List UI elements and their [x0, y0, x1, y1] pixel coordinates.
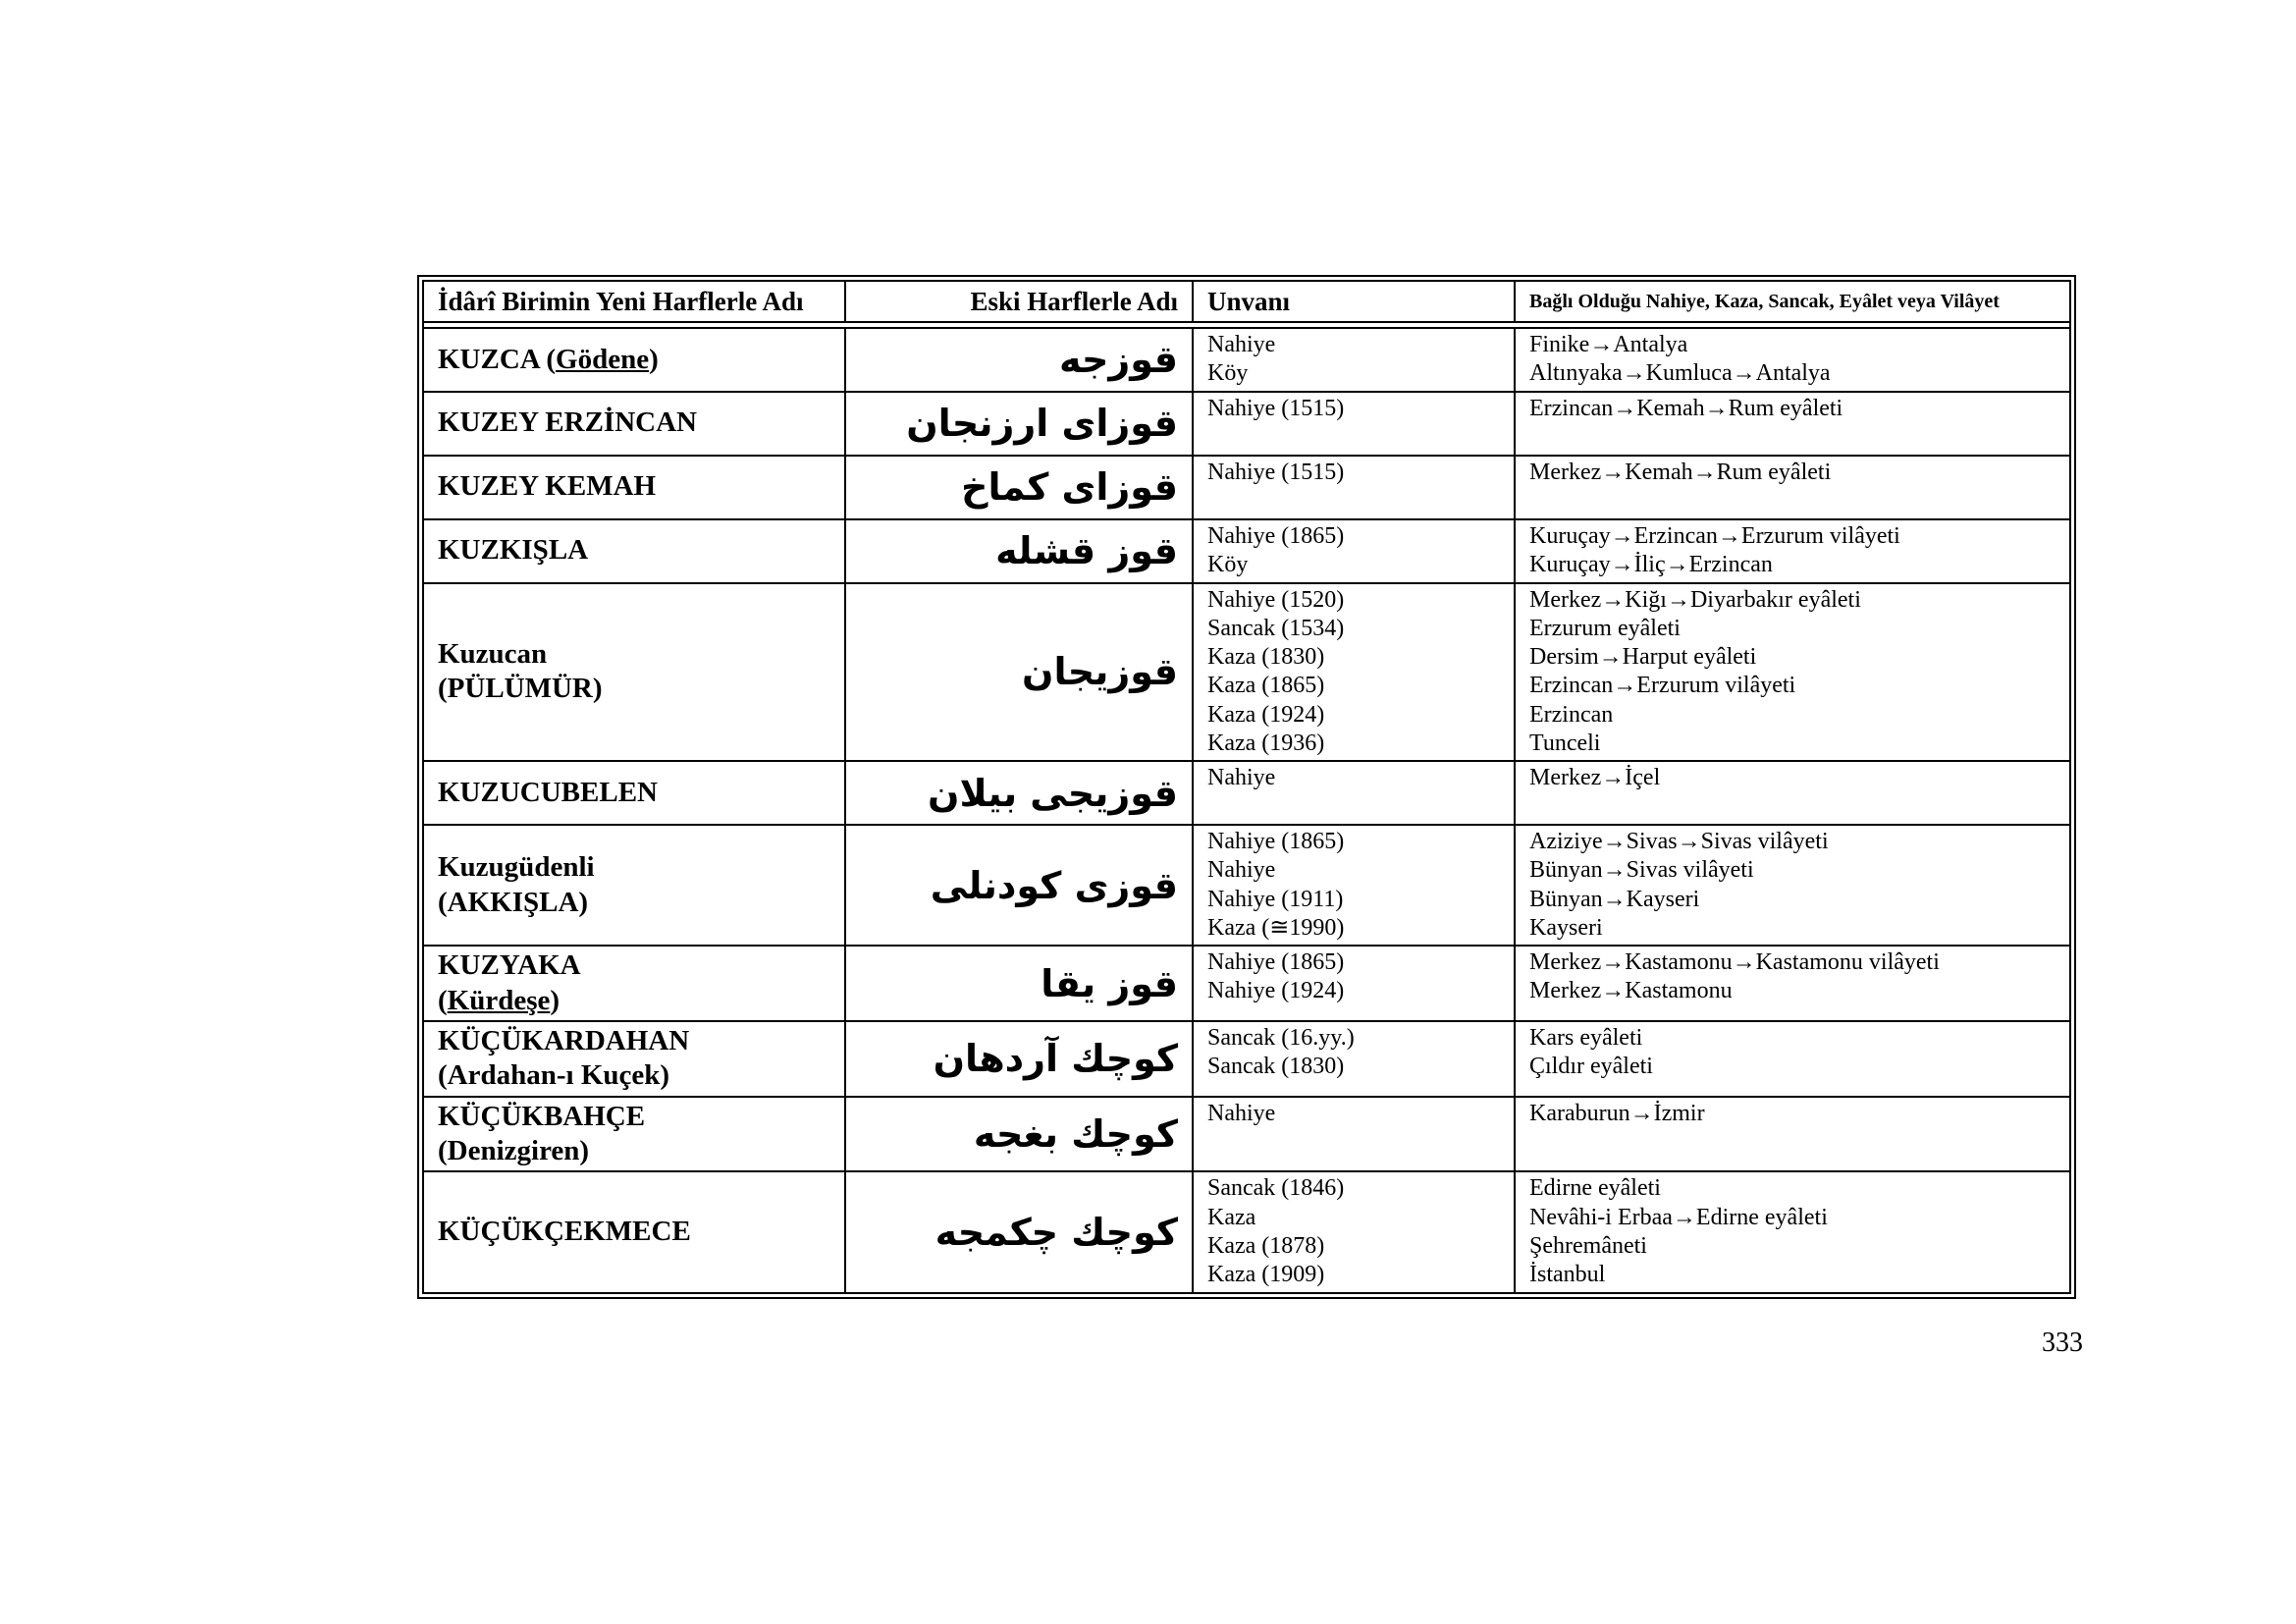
new-name-cell: [423, 392, 845, 456]
table-row: [423, 1021, 2070, 1097]
title-cell: [1193, 456, 1515, 519]
register-table: [417, 275, 2076, 1299]
title-cell: [1193, 825, 1515, 946]
affiliation-cell: [1515, 392, 2070, 456]
table-row: [423, 761, 2070, 825]
affiliation-line: Kayseri: [1529, 914, 1603, 941]
title-line: Nahiye (1515): [1207, 395, 1345, 421]
new-name-cell: [423, 825, 845, 946]
affiliation-cell: [1515, 456, 2070, 519]
title-line: Sancak (16.yy.): [1207, 1024, 1355, 1051]
title-cell: [1193, 1171, 1515, 1292]
table-rows: [423, 328, 2070, 1293]
affiliation-line: Merkez→Kemah→Rum eyâleti: [1529, 459, 1832, 485]
old-script-name: قوزجه: [845, 328, 1193, 392]
title-line: Nahiye (1865): [1207, 522, 1345, 549]
table-row: [423, 519, 2070, 583]
affiliation-cell: [1515, 519, 2070, 583]
title-line: Nahiye: [1207, 857, 1276, 884]
affiliation-cell: [1515, 946, 2070, 1021]
new-name-cell: [423, 761, 845, 825]
new-name-cell: [423, 1021, 845, 1097]
new-name-cell: [423, 583, 845, 762]
title-line: Nahiye (1865): [1207, 829, 1345, 855]
affiliation-line: Tunceli: [1529, 730, 1601, 756]
title-line: Kaza (1909): [1207, 1262, 1325, 1288]
affiliation-line: Merkez→Kastamonu→Kastamonu vilâyeti: [1529, 949, 1940, 976]
title-line: Kaza (≅1990): [1207, 914, 1345, 941]
header-affiliation: Bağlı Olduğu Nahiye, Kaza, Sancak, Eyâlet veya Vilâyet: [1515, 281, 2070, 322]
header-title: Unvanı: [1193, 281, 1515, 322]
table-row: [423, 1097, 2070, 1172]
new-name-line: KUZCA (Gödene): [438, 343, 659, 375]
affiliation-line: Erzurum eyâleti: [1529, 615, 1681, 641]
title-cell: [1193, 1097, 1515, 1172]
affiliation-line: Merkez→Kastamonu: [1529, 978, 1733, 1004]
old-script-name: قوز يقا: [845, 946, 1193, 1021]
title-line: Nahiye: [1207, 332, 1276, 357]
table-row: [423, 1171, 2070, 1292]
new-name-line: KÜÇÜKARDAHAN: [438, 1024, 690, 1056]
affiliation-line: Nevâhi-i Erbaa→Edirne eyâleti: [1529, 1204, 1828, 1230]
alt-name-line: (Denizgiren): [438, 1135, 590, 1167]
title-cell: [1193, 1021, 1515, 1097]
affiliation-line: Çıldır eyâleti: [1529, 1054, 1653, 1080]
affiliation-line: Dersim→Harput eyâleti: [1529, 644, 1757, 671]
affiliation-line: Şehremâneti: [1529, 1232, 1647, 1259]
new-name-cell: [423, 946, 845, 1021]
affiliation-line: Kuruçay→İliç→Erzincan: [1529, 551, 1773, 577]
title-line: Kaza (1878): [1207, 1232, 1325, 1259]
new-name-line: KÜÇÜKÇEKMECE: [438, 1216, 691, 1248]
title-line: Kaza (1830): [1207, 644, 1325, 671]
old-script-name: كوچك بغجه: [845, 1097, 1193, 1172]
new-name-line: KUZUCUBELEN: [438, 776, 658, 808]
affiliation-line: Merkez→İçel: [1529, 765, 1661, 791]
old-script-name: قوز قشله: [845, 519, 1193, 583]
table-row: [423, 392, 2070, 456]
title-line: Nahiye (1515): [1207, 459, 1345, 485]
alt-name-line: (PÜLÜMÜR): [438, 673, 603, 705]
affiliation-cell: [1515, 761, 2070, 825]
table-body: [422, 327, 2071, 1294]
table-row: [423, 328, 2070, 392]
new-name-cell: [423, 328, 845, 392]
title-line: Nahiye (1520): [1207, 586, 1345, 613]
affiliation-line: Erzincan→Kemah→Rum eyâleti: [1529, 395, 1843, 421]
alt-name-line: (AKKIŞLA): [438, 886, 589, 918]
affiliation-line: Erzincan→Erzurum vilâyeti: [1529, 673, 1796, 699]
affiliation-cell: [1515, 825, 2070, 946]
affiliation-line: Merkez→Kiğı→Diyarbakır eyâleti: [1529, 586, 1861, 613]
affiliation-line: İstanbul: [1529, 1262, 1606, 1288]
table-row: [423, 825, 2070, 946]
table-header: [422, 280, 2071, 323]
title-line: Köy: [1207, 551, 1249, 577]
title-line: Nahiye: [1207, 765, 1276, 791]
title-cell: [1193, 328, 1515, 392]
new-name-line: KUZEY ERZİNCAN: [438, 406, 697, 439]
title-cell: [1193, 519, 1515, 583]
affiliation-cell: [1515, 1097, 2070, 1172]
header-old-name: Eski Harflerle Adı: [845, 281, 1193, 322]
former-name: Gödene: [556, 343, 650, 375]
new-name-cell: [423, 519, 845, 583]
page-number: 333: [2042, 1327, 2083, 1358]
title-line: Sancak (1846): [1207, 1175, 1345, 1202]
affiliation-line: Finike→Antalya: [1529, 332, 1688, 357]
title-line: Kaza: [1207, 1204, 1256, 1230]
old-script-name: قوزيجى بيلان: [845, 761, 1193, 825]
title-line: Nahiye (1865): [1207, 949, 1345, 976]
affiliation-line: Erzincan: [1529, 701, 1614, 728]
affiliation-line: Bünyan→Sivas vilâyeti: [1529, 857, 1754, 884]
old-script-name: قوزى كودنلى: [845, 825, 1193, 946]
new-name-line: KUZYAKA: [438, 949, 581, 982]
title-line: Nahiye: [1207, 1100, 1276, 1126]
table-row: [423, 456, 2070, 519]
old-script-name: كوچك چكمجه: [845, 1171, 1193, 1292]
affiliation-line: Aziziye→Sivas→Sivas vilâyeti: [1529, 829, 1829, 855]
alt-name-line: (Ardahan-ı Kuçek): [438, 1059, 670, 1092]
affiliation-line: Kars eyâleti: [1529, 1024, 1643, 1051]
affiliation-line: Altınyaka→Kumluca→Antalya: [1529, 360, 1831, 387]
new-name-line: Kuzucan: [438, 637, 548, 670]
table-row: [423, 946, 2070, 1021]
title-line: Kaza (1924): [1207, 701, 1325, 728]
new-name-line: KUZKIŞLA: [438, 534, 589, 567]
title-line: Sancak (1830): [1207, 1054, 1345, 1080]
new-name-cell: [423, 456, 845, 519]
old-script-name: قوزاى ارزنجان: [845, 392, 1193, 456]
title-line: Köy: [1207, 360, 1249, 387]
new-name-line: Kuzugüdenli: [438, 851, 595, 884]
affiliation-cell: [1515, 1171, 2070, 1292]
old-script-name: قوزيجان: [845, 583, 1193, 762]
title-cell: [1193, 761, 1515, 825]
title-line: Nahiye (1924): [1207, 978, 1345, 1004]
former-name: Kürdeşe: [447, 984, 551, 1016]
affiliation-cell: [1515, 328, 2070, 392]
affiliation-line: Kuruçay→Erzincan→Erzurum vilâyeti: [1529, 522, 1900, 549]
title-line: Sancak (1534): [1207, 615, 1345, 641]
title-line: Kaza (1865): [1207, 673, 1325, 699]
affiliation-cell: [1515, 1021, 2070, 1097]
title-cell: [1193, 392, 1515, 456]
affiliation-cell: [1515, 583, 2070, 762]
new-name-line: KÜÇÜKBAHÇE: [438, 1100, 646, 1132]
new-name-cell: [423, 1171, 845, 1292]
old-script-name: كوچك آردهان: [845, 1021, 1193, 1097]
new-name-line: KUZEY KEMAH: [438, 470, 657, 503]
affiliation-line: Edirne eyâleti: [1529, 1175, 1661, 1202]
title-cell: [1193, 583, 1515, 762]
header-new-name: İdârî Birimin Yeni Harflerle Adı: [423, 281, 845, 322]
new-name-cell: [423, 1097, 845, 1172]
title-line: Nahiye (1911): [1207, 886, 1344, 912]
title-cell: [1193, 946, 1515, 1021]
affiliation-line: Karaburun→İzmir: [1529, 1100, 1705, 1126]
table-row: [423, 583, 2070, 762]
alt-name-line: (Kürdeşe): [438, 984, 561, 1016]
old-script-name: قوزاى كماخ: [845, 456, 1193, 519]
title-line: Kaza (1936): [1207, 730, 1325, 756]
affiliation-line: Bünyan→Kayseri: [1529, 886, 1700, 912]
